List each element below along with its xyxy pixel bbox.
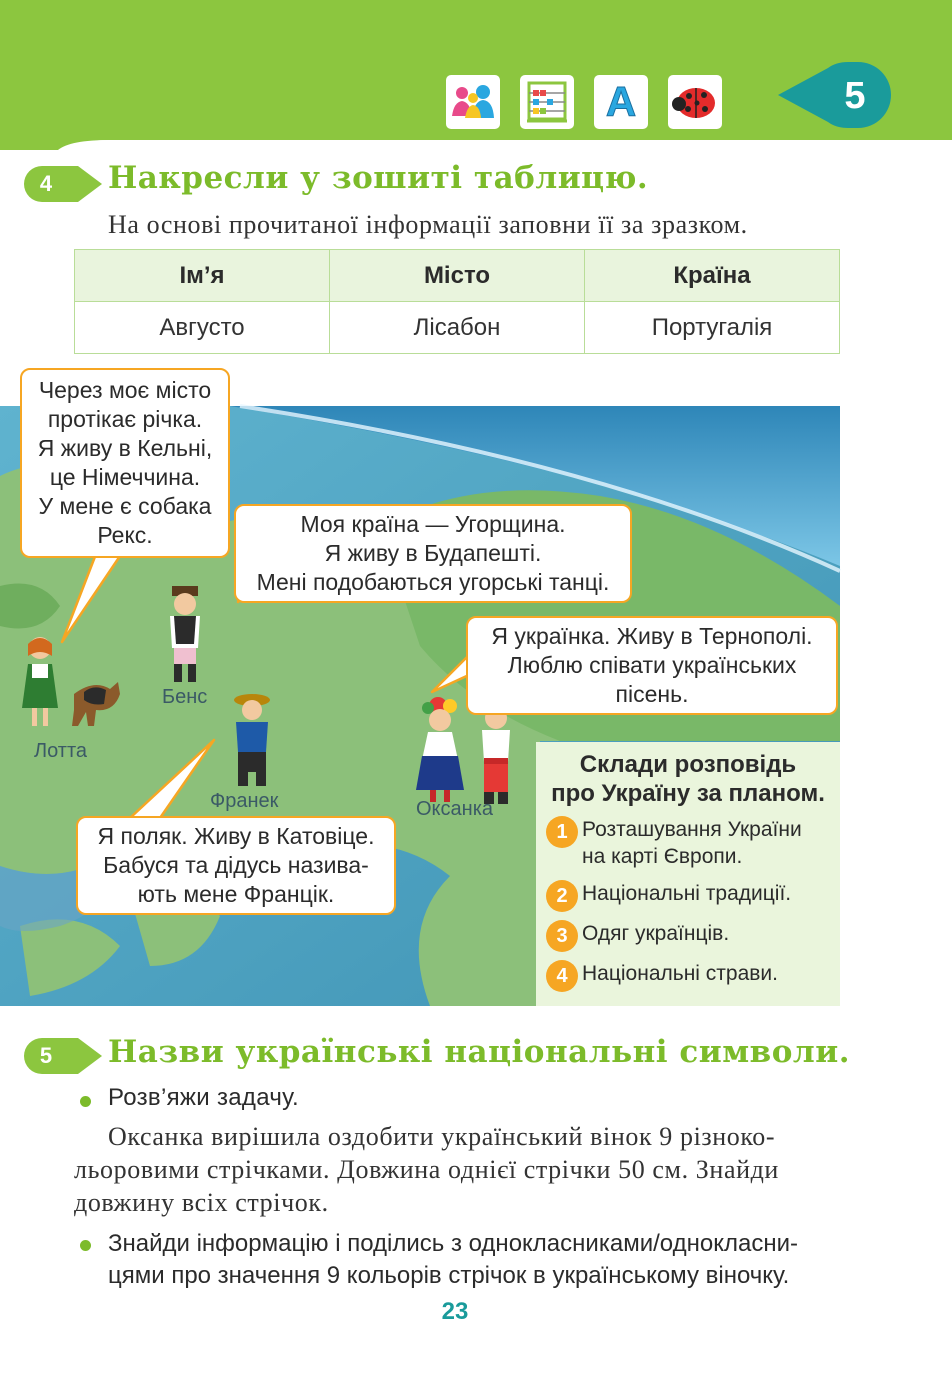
task-5-problem [74, 1120, 840, 1219]
plan-title-line: про Україну за планом. [551, 780, 825, 807]
bubble-line: Я українка. Живу в Тернополі. [491, 623, 813, 649]
name-label-franek: Франек [210, 790, 279, 812]
plan-item [546, 960, 778, 992]
plan-item [546, 880, 791, 912]
bubble-line: Бабуся та дідусь назива- [103, 852, 369, 878]
story-plan-box [536, 742, 840, 1006]
section-number: 5 [844, 75, 866, 117]
name-label-lotta: Лотта [34, 740, 88, 762]
plan-item-text [582, 816, 802, 870]
plan-title [536, 750, 840, 808]
bubble-line: У мене є собака [38, 493, 212, 519]
plan-item-line: на карті Європи. [582, 845, 743, 868]
bubble-line: Я поляк. Живу в Катовіце. [97, 823, 375, 849]
task-4-number: 4 [39, 171, 53, 196]
table-row [75, 302, 840, 354]
bullet-2-line: Знайди інформацію і поділись з однокласниками/однокласни- [108, 1230, 798, 1257]
plan-title-line: Склади розповідь [579, 751, 797, 778]
plan-item [546, 816, 802, 870]
plan-item-number: 1 [546, 816, 578, 848]
bubble-line: Мені подобаються угорські танці. [256, 569, 610, 595]
table-header-row [75, 250, 840, 302]
bullet-dot [80, 1240, 91, 1251]
task-5-title: Назви українські національні символи. [108, 1034, 851, 1070]
task-5-number: 5 [39, 1043, 53, 1068]
plan-item-text: Одяг українців. [582, 922, 730, 945]
header-icons [443, 72, 725, 132]
table-header-cell: Місто [330, 250, 585, 302]
bens-speech-bubble [234, 504, 632, 603]
table-cell: Португалія [585, 302, 840, 354]
letter-a-icon: A [591, 72, 651, 132]
plan-item [546, 920, 729, 952]
bubble-line: Через моє місто [38, 377, 212, 403]
bubble-line: Моя країна — Угорщина. [300, 511, 566, 537]
abacus-icon [517, 72, 577, 132]
bubble-line: Я живу в Кельні, [37, 435, 213, 461]
bubble-line: протікає річка. [47, 406, 203, 432]
plan-item-number: 2 [546, 880, 578, 912]
bubble-line: Я живу в Будапешті. [324, 540, 542, 566]
task-4-instruction: На основі прочитаної інформації заповни її за зразком. [108, 210, 748, 239]
bullet-dot [80, 1096, 91, 1107]
plan-item-number: 4 [546, 960, 578, 992]
table-cell: Августо [75, 302, 330, 354]
bubble-line: ють мене Францік. [137, 881, 335, 907]
oksanka-speech-bubble [466, 616, 838, 715]
bubble-line: це Німеччина. [49, 464, 201, 490]
plan-item-text: Національні традиції. [582, 882, 792, 905]
problem-line: Оксанка вирішила оздобити український вінок 9 різноко- [108, 1122, 776, 1151]
problem-line: льоровими стрічками. Довжина однієї стрічки 50 см. Знайди [74, 1155, 779, 1184]
problem-line: довжину всіх стрічок. [74, 1188, 329, 1217]
bubble-line: Рекс. [97, 522, 153, 548]
table-header-cell: Країна [585, 250, 840, 302]
name-label-bens: Бенс [162, 686, 208, 708]
plan-item-number: 3 [546, 920, 578, 952]
task-4-title: Накресли у зошиті таблицю. [108, 160, 649, 196]
ladybug-icon [665, 72, 725, 132]
bullet-2-line: цями про значення 9 кольорів стрічок в українському віночку. [108, 1262, 790, 1289]
name-label-oksanka: Оксанка [416, 798, 494, 820]
table-cell: Лісабон [330, 302, 585, 354]
plan-item-line: Розташування України [582, 818, 802, 841]
plan-item-text: Національні страви. [582, 962, 778, 985]
task-5-bullet-1: Розв’яжи задачу. [108, 1084, 299, 1111]
page-number: 23 [441, 1298, 469, 1325]
task-5-bullet-2 [108, 1228, 844, 1292]
table-header-cell: Ім’я [75, 250, 330, 302]
bubble-line: Люблю співати українських пісень. [507, 652, 797, 707]
group-icon [443, 72, 503, 132]
franek-speech-bubble [76, 816, 396, 915]
sample-table [74, 249, 840, 354]
lotta-speech-bubble [20, 368, 230, 558]
